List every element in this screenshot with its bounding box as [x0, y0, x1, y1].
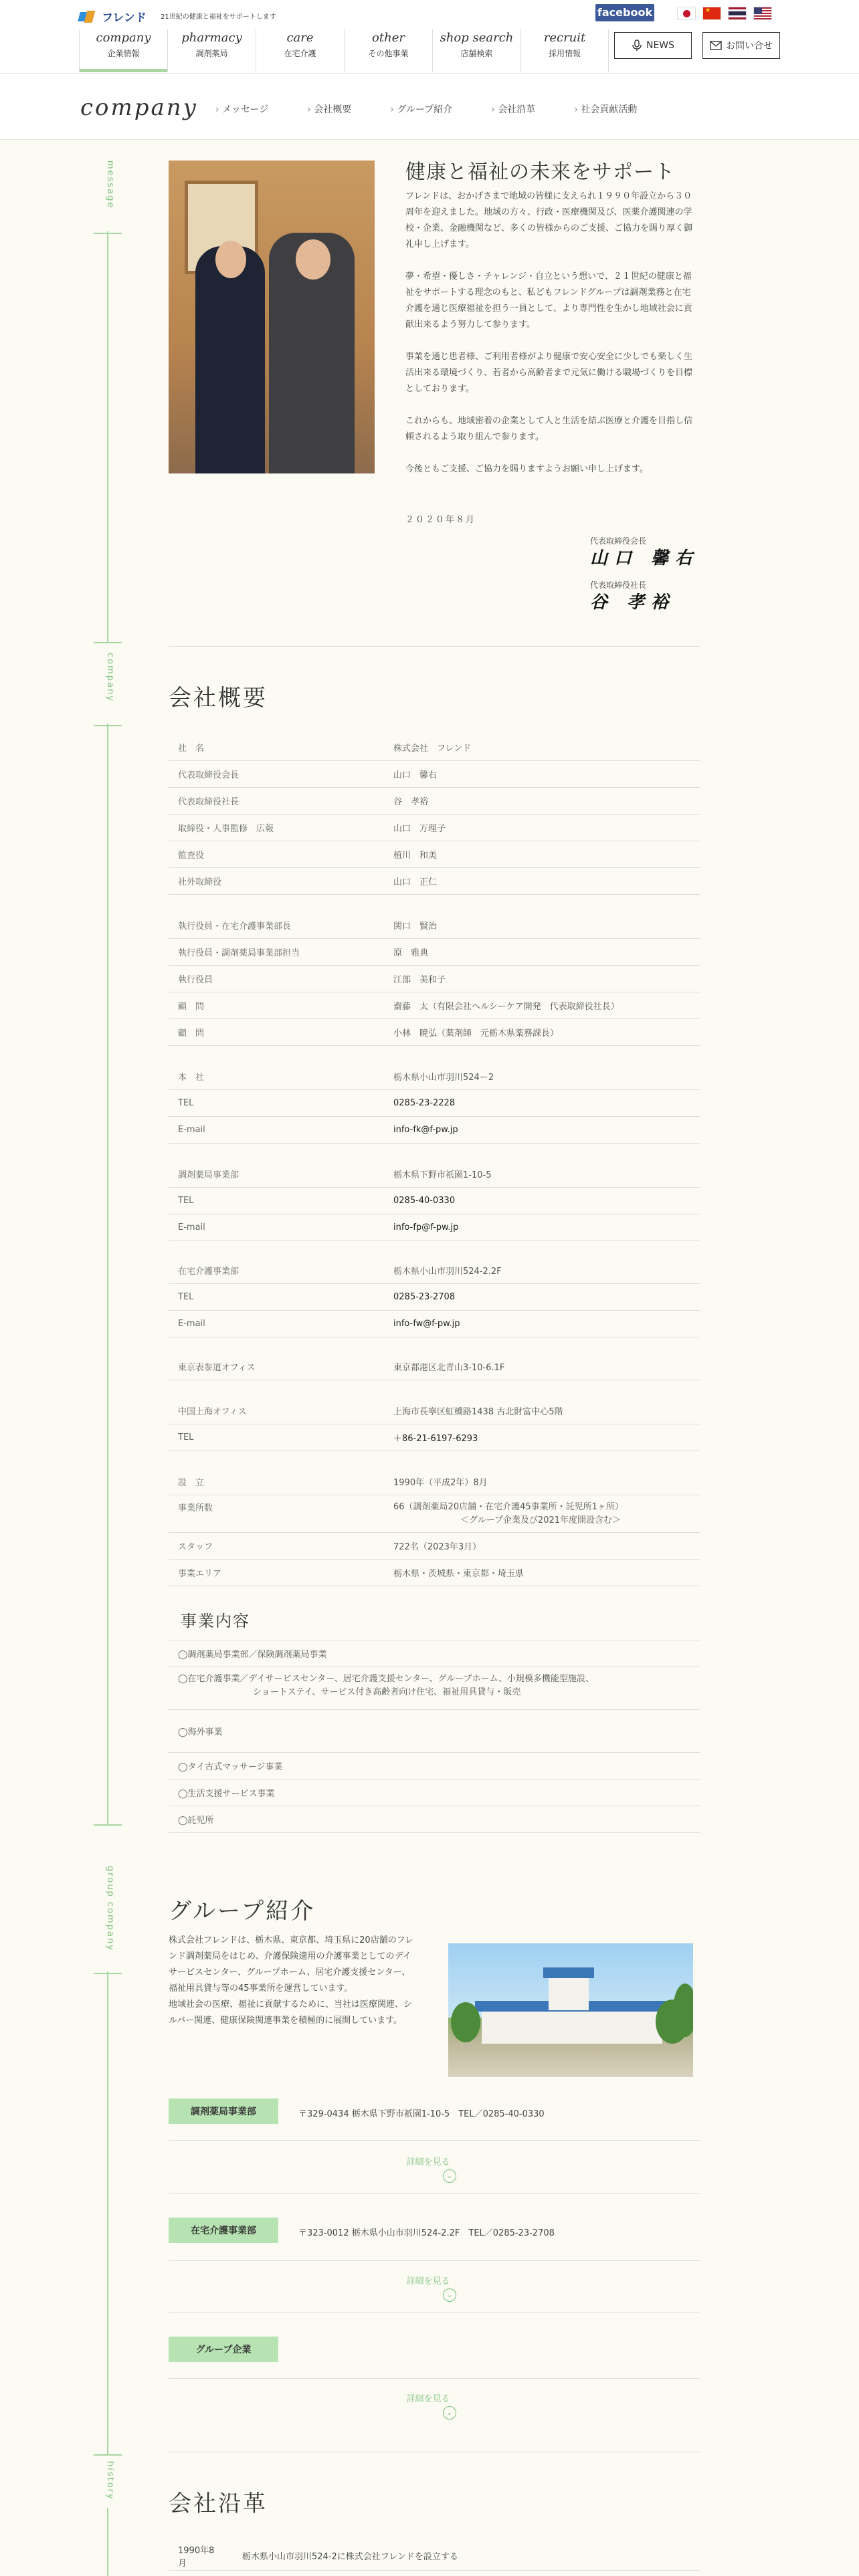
- subnav-group[interactable]: › グループ紹介: [390, 102, 452, 116]
- nav-pharmacy-ja: 調剤薬局: [195, 49, 228, 58]
- nav-shop-search-en: shop search: [440, 31, 514, 45]
- message-title: 健康と福祉の未来をサポート: [405, 160, 675, 184]
- sub-nav: [0, 74, 859, 140]
- row-label: TEL: [178, 1432, 194, 1442]
- section-title: company: [80, 94, 198, 121]
- row-label: 執行役員・調剤薬局事業部担当: [178, 948, 300, 958]
- mail-icon: [710, 41, 722, 50]
- message-paragraph: 事業を通じ患者様、ご利用者様がより健康で安心安全に少しでも楽しく生活出来る環境づくり、若者から高齢者まで元気に働ける職場づくりを目標としております。: [405, 352, 693, 394]
- history-title: 会社沿革: [169, 2490, 268, 2517]
- row-label: 社外取締役: [178, 877, 222, 887]
- row-label: 東京表参道オフィス: [178, 1363, 256, 1373]
- news-button[interactable]: [614, 32, 692, 59]
- row-label: 代表取締役会長: [178, 770, 240, 780]
- overview-row: [169, 1214, 700, 1241]
- business-item: [169, 1806, 700, 1833]
- executives-photo: [169, 160, 375, 473]
- row-label: E-mail: [178, 1125, 205, 1135]
- history-row: [169, 2541, 700, 2571]
- business-text: ◯在宅介護事業／デイサービスセンター、居宅介護支援センター、グループホーム、小規模多機能型施設、: [178, 1674, 594, 1684]
- row-value: 株式会社 フレンド: [393, 744, 472, 754]
- overview-row: [169, 966, 700, 992]
- row-value: 1990年（平成2年）8月: [393, 1478, 488, 1488]
- timeline-tick: [94, 2454, 122, 2456]
- business-text: ◯調剤薬局事業部／保険調剤薬局事業: [178, 1650, 327, 1660]
- timeline-tick: [94, 642, 122, 643]
- overview-row: [169, 841, 700, 868]
- thailand-flag-icon[interactable]: [728, 7, 747, 20]
- row-value: 齋藤 太（有限会社ヘルシーケア開発 代表取締役社長）: [393, 1002, 619, 1012]
- business-item: [169, 1710, 700, 1753]
- message-paragraph: 夢・希望・優しさ・チャレンジ・自立という想いで、２１世紀の健康と福祉をサポートする理念のもと、私どもフレンドグループは調剤業務と在宅介護を通じ医療福祉を担う一員として、より専門性を生かし地域社会に貢献出来るよう努力して参ります。: [405, 272, 692, 330]
- overview-row: [169, 1560, 700, 1586]
- subnav-social[interactable]: › 社会貢献活動: [574, 102, 637, 116]
- row-label: 調剤薬局事業部: [178, 1170, 240, 1180]
- row-label: 執行役員: [178, 975, 213, 985]
- row-label: 本 社: [178, 1073, 205, 1083]
- row-value: 東京都港区北青山3-10-6.1F: [393, 1363, 505, 1373]
- detail-link[interactable]: 詳細を見る: [406, 2394, 450, 2404]
- email-link[interactable]: info-fw@f-pw.jp: [393, 1319, 460, 1329]
- row-label: 事業エリア: [178, 1569, 222, 1579]
- row-value: 山口 馨右: [393, 770, 438, 780]
- facility-photo: [448, 1943, 693, 2077]
- row-value: 植川 和美: [393, 851, 438, 861]
- site-header: [0, 0, 859, 74]
- subnav-overview[interactable]: › 会社概要: [307, 102, 351, 116]
- contact-button[interactable]: [702, 32, 780, 59]
- row-value: 上海市長寧区虹橋路1438 古北財富中心5階: [393, 1407, 563, 1417]
- group-paragraph: 地域社会の医療、福祉に貢献するために、当社は医療関連、シルバー関連、健康保険関連事業を積極的に展開しています。: [169, 2000, 413, 2026]
- nav-care-ja: 在宅介護: [284, 49, 316, 58]
- overview-row: [169, 1284, 700, 1311]
- nav-pharmacy[interactable]: [167, 29, 256, 72]
- contact-label: お問い合せ: [726, 41, 773, 51]
- signer-role: 代表取締役会長: [590, 536, 647, 546]
- overview-row: [169, 1311, 700, 1337]
- division-address: 〒323-0012 栃木県小山市羽川524-2.2F TEL／0285-23-2708: [298, 2228, 555, 2238]
- business-item: [169, 1753, 700, 1780]
- section-divider: [169, 2140, 700, 2141]
- timeline-line: [107, 2508, 108, 2576]
- row-value-line: 66（調剤薬局20店舗・在宅介護45事業所・託児所1ヶ所）: [393, 1502, 624, 1512]
- nav-company-en: company: [96, 31, 151, 45]
- overview-row: [169, 815, 700, 841]
- overview-row: [169, 761, 700, 788]
- overview-row: [169, 1019, 700, 1046]
- china-flag-icon[interactable]: [702, 7, 721, 20]
- business-title: 事業内容: [181, 1612, 250, 1630]
- main-nav: [79, 29, 609, 72]
- usa-flag-icon[interactable]: [753, 7, 772, 20]
- overview-row: [169, 1063, 700, 1090]
- timeline-tick: [94, 1824, 122, 1826]
- overview-row: [169, 1495, 700, 1533]
- row-label: 監査役: [178, 851, 205, 861]
- business-text: ◯海外事業: [178, 1727, 223, 1737]
- row-label: 代表取締役社長: [178, 797, 240, 807]
- row-value-line: ＜グループ企業及び2021年度開設含む＞: [460, 1515, 622, 1525]
- row-label: 在宅介護事業部: [178, 1267, 240, 1277]
- timeline-line: [107, 724, 108, 1824]
- nav-recruit-en: recruit: [543, 31, 586, 45]
- overview-row: [169, 1533, 700, 1560]
- overview-row: [169, 939, 700, 966]
- row-label: E-mail: [178, 1319, 205, 1329]
- row-label: 設 立: [178, 1478, 205, 1488]
- nav-company[interactable]: [79, 29, 167, 72]
- row-value: 栃木県下野市祇園1-10-5: [393, 1170, 492, 1180]
- business-text: ◯託児所: [178, 1816, 214, 1826]
- nav-company-ja: 企業情報: [107, 49, 140, 58]
- row-value: 栃木県・茨城県・東京都・埼玉県: [393, 1569, 524, 1579]
- row-label: 社 名: [178, 744, 205, 754]
- row-value: 722名（2023年3月）: [393, 1542, 482, 1552]
- chevron-down-icon[interactable]: ⌄: [443, 2406, 456, 2420]
- history-year: 1990年8月: [178, 2545, 215, 2569]
- signer-name: 山口 馨右: [590, 548, 700, 568]
- row-value: 原 雅典: [393, 948, 429, 958]
- row-value: 関口 賢治: [393, 922, 438, 932]
- overview-row: [169, 868, 700, 895]
- row-value: 栃木県小山市羽川524ー2: [393, 1073, 494, 1083]
- signer-role: 代表取締役社長: [590, 580, 647, 590]
- business-text: ◯生活支援サービス事業: [178, 1789, 275, 1799]
- business-item: [169, 1667, 700, 1710]
- row-label: 顧 問: [178, 1002, 205, 1012]
- timeline-label-message: message: [105, 160, 115, 209]
- history-text: 栃木県小山市羽川524-2に株式会社フレンドを設立する: [242, 2552, 458, 2562]
- nav-care[interactable]: [256, 29, 344, 72]
- nav-shop-search[interactable]: [432, 29, 520, 72]
- business-text: ◯タイ古式マッサージ事業: [178, 1762, 283, 1772]
- overview-row: [169, 1090, 700, 1117]
- timeline-line: [107, 1971, 108, 2454]
- nav-other-ja: その他事業: [368, 49, 409, 58]
- overview-row: [169, 1398, 700, 1424]
- row-label: TEL: [178, 1292, 194, 1302]
- section-divider: [169, 2378, 700, 2379]
- news-label: NEWS: [646, 40, 675, 51]
- overview-row: [169, 788, 700, 815]
- nav-other[interactable]: [344, 29, 432, 72]
- business-text: ショートステイ、サービス付き高齢者向け住宅、福祉用具貸与・販売: [253, 1687, 521, 1697]
- logo-text: フレンド: [102, 11, 147, 25]
- nav-shop-search-ja: 店舗検索: [460, 49, 493, 58]
- row-value: 山口 万理子: [393, 824, 446, 834]
- overview-row: [169, 1161, 700, 1188]
- overview-row: [169, 1257, 700, 1284]
- overview-row: [169, 1469, 700, 1495]
- timeline-label-company: company: [105, 653, 115, 702]
- nav-care-en: care: [286, 31, 314, 45]
- sub-nav-links: [215, 102, 637, 116]
- nav-other-en: other: [372, 31, 405, 45]
- tel-value[interactable]: 0285-23-2228: [393, 1098, 456, 1108]
- overview-title: 会社概要: [169, 685, 268, 712]
- row-value: 小林 暁弘（薬剤師 元栃木県薬務課長）: [393, 1029, 559, 1039]
- overview-row: [169, 992, 700, 1019]
- overview-row: [169, 1188, 700, 1214]
- timeline-label-history: history: [105, 2461, 115, 2500]
- division-address: 〒329-0434 栃木県下野市祇園1-10-5 TEL／0285-40-0330: [298, 2109, 545, 2119]
- row-label: 事業所数: [178, 1503, 213, 1513]
- nav-recruit[interactable]: [520, 29, 609, 72]
- row-label: 執行役員・在宅介護事業部長: [178, 922, 292, 932]
- email-link[interactable]: info-fk@f-pw.jp: [393, 1125, 458, 1135]
- detail-link[interactable]: 詳細を見る: [406, 2157, 450, 2167]
- timeline-label-group: group company: [105, 1866, 115, 1951]
- row-value: 山口 正仁: [393, 877, 438, 887]
- group-paragraph: 株式会社フレンドは、栃木県、東京都、埼玉県に20店舗のフレンド調剤薬局をはじめ、介護保険適用の介護事業としてのデイサービスセンター、グループホーム、居宅介護支援センター、福祉用具貸与等の45事業所を運営しています。: [169, 1935, 414, 1994]
- message-date: ２０２０年８月: [405, 515, 476, 525]
- subnav-history[interactable]: › 会社沿革: [491, 102, 535, 116]
- subnav-message[interactable]: › メッセージ: [215, 102, 268, 116]
- overview-row: [169, 1424, 700, 1451]
- row-label: 取締役・人事監修 広報: [178, 824, 274, 834]
- timeline-tick: [94, 233, 122, 234]
- row-value: 栃木県小山市羽川524-2.2F: [393, 1267, 502, 1277]
- tagline: 21世紀の健康と福祉をサポートします: [161, 13, 276, 21]
- tel-value[interactable]: ＋86-21-6197-6293: [393, 1434, 478, 1444]
- row-value: 谷 孝裕: [393, 797, 429, 807]
- logo-icon: [79, 11, 96, 23]
- email-link[interactable]: info-fp@f-pw.jp: [393, 1222, 459, 1232]
- chevron-down-icon[interactable]: ⌄: [443, 2169, 456, 2183]
- overview-row: [169, 912, 700, 939]
- row-value: [393, 1501, 624, 1527]
- tel-value[interactable]: 0285-40-0330: [393, 1196, 456, 1206]
- business-item: [169, 1780, 700, 1806]
- row-label: スタッフ: [178, 1542, 213, 1552]
- timeline-tick: [94, 725, 122, 726]
- detail-link[interactable]: 詳細を見る: [406, 2276, 450, 2286]
- group-description: [169, 1933, 416, 2029]
- row-value: 江部 美和子: [393, 975, 446, 985]
- nav-recruit-ja: 採用情報: [548, 49, 581, 58]
- nav-pharmacy-en: pharmacy: [181, 31, 242, 45]
- division-tag-group[interactable]: グループ企業: [169, 2337, 278, 2362]
- row-label: E-mail: [178, 1222, 205, 1232]
- division-tag-pharmacy[interactable]: 調剤薬局事業部: [169, 2099, 278, 2124]
- row-label: 中国上海オフィス: [178, 1407, 247, 1417]
- group-title: グループ紹介: [169, 1898, 316, 1925]
- section-divider: [169, 646, 700, 647]
- section-divider: [169, 2193, 700, 2194]
- tel-value[interactable]: 0285-23-2708: [393, 1292, 456, 1302]
- message-paragraph: フレンドは、おかげさまで地域の皆様に支えられ１９９０年設立から３０周年を迎えました。地域の方々、行政・医療機関及び、医薬介護関連の学校・企業、金融機関など、多くの皆様からのご支援、ご協力を賜り厚く御礼申し上げます。: [405, 191, 693, 249]
- section-divider: [169, 2260, 700, 2261]
- overview-row: [169, 1117, 700, 1144]
- overview-row: [169, 1354, 700, 1380]
- timeline-tick: [94, 1973, 122, 1974]
- message-body: [405, 189, 698, 494]
- logo[interactable]: [79, 8, 147, 25]
- division-tag-care[interactable]: 在宅介護事業部: [169, 2218, 278, 2243]
- business-item: [169, 1640, 700, 1667]
- chevron-down-icon[interactable]: ⌄: [443, 2288, 456, 2302]
- microphone-icon: [632, 39, 642, 51]
- overview-row: [169, 734, 700, 761]
- japan-flag-icon[interactable]: [677, 7, 696, 20]
- message-paragraph: これからも、地域密着の企業として人と生活を結ぶ医療と介護を目指し信頼されるよう取り組んで参ります。: [405, 416, 693, 442]
- row-label: 顧 問: [178, 1029, 205, 1039]
- facebook-link[interactable]: facebook: [595, 4, 654, 21]
- row-label: TEL: [178, 1098, 194, 1108]
- row-label: TEL: [178, 1196, 194, 1206]
- timeline-line: [107, 231, 108, 642]
- message-paragraph: 今後ともご支援、ご協力を賜りますようお願い申し上げます。: [405, 464, 648, 474]
- signer-name: 谷 孝裕: [590, 593, 676, 613]
